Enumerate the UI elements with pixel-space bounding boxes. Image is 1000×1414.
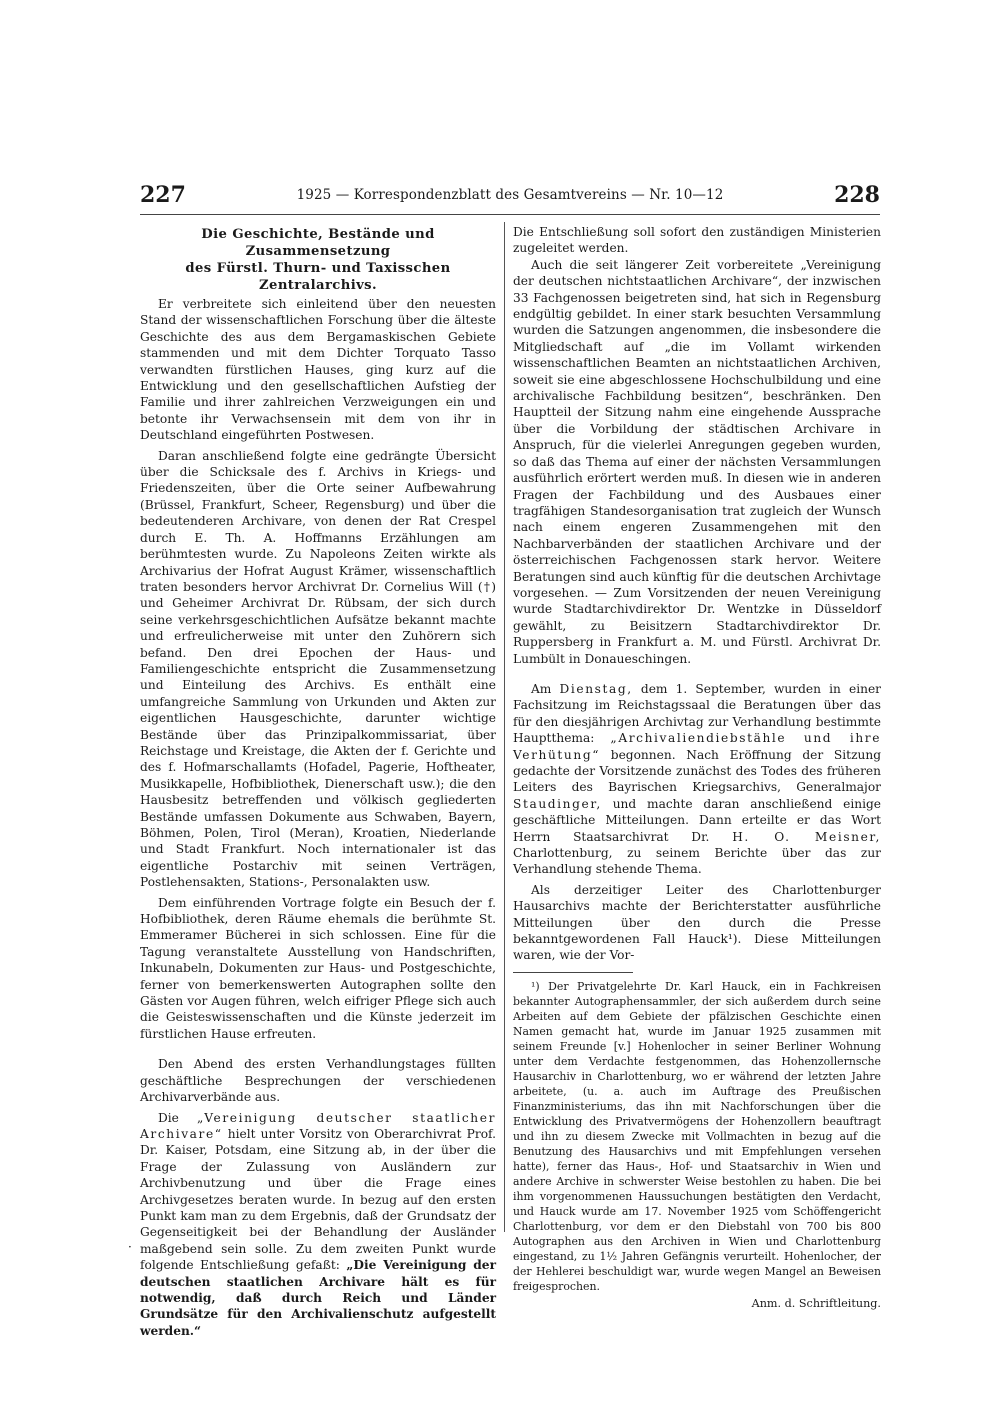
section-heading-line1: Die Geschichte, Bestände und Zusammensetzung [201, 227, 435, 259]
paragraph: Die Entschließung soll sofort den zuständigen Ministerien zugeleitet werden. [513, 225, 881, 256]
footnote-signature: Anm. d. Schriftleitung. [751, 1296, 881, 1310]
paragraph: Daran anschließend folgte eine gedrängte Übersicht über die Schicksale des f. Archivs in Kriegs- und Friedenszeiten, über die Orte seiner Aufbewahrung (Brüssel, Frankfurt, Scheer, Regensburg) und über die bedeutenderen Archivare, von denen der Rat Crespel durch E. Th. A. Hoffmanns Erzählungen am berühmtesten wurde. Zu Napoleons Zeiten wirkte als Archivarius der Hofrat August Krämer, wissenschaftlich traten besonders hervor Archivrat Dr. Cornelius Will (†) und Geheimer Archivrat Dr. Rübsam, der sich durch seine verkehrsgeschichtlichen Aufsätze bekannt machte und erfreulicherweise mit unter den Zuhörern sich befand. Den drei Epochen der Haus- und Familiengeschichte entspricht die Zusammensetzung und Einteilung des Archivs. Es enthält eine umfangreiche Sammlung von Urkunden und Akten zur eigentlichen Hausgeschichte, darunter wichtige Bestände über das Prinzipalkommissariat, über Reichstage und Kreistage, die Akten der f. Gerichte und des f. Hofmarschallamts (Hofadel, Pagerie, Hoftheater, Musikkapelle, Hofbibliothek, Dienerschaft usw.); die den Hausbesitz betreffenden und völkisch gegliederten Bestände umfassen Dokumente aus Schwaben, Bayern, Böhmen, Polen, Tirol (Meran), Kroatien, Niederlande und Stadt Frankfurt. Noch internationaler ist das eigentliche Postarchiv mit seinen Verträgen, Postlehensakten, Stations-, Personalakten usw. [140, 448, 496, 890]
paragraph-text: dem 1. September, wurden in einer Fachsitzung im Reichstagssaal die Beratungen über das für den diesjährigen Archivtag zur Verhandlung bestimmte Hauptthema: [513, 681, 881, 746]
main-theme: „Archivaliendiebstähle und ihre Verhütung“ [513, 731, 882, 762]
paragraph-text: begonnen. Nach Eröffnung der Sitzung gedachte der Vorsitzende zunächst des Todes des früheren Leiters des Bayrischen Kriegsarchivs, Generalmajor [513, 747, 881, 795]
paragraph: Als derzeitiger Leiter des Charlottenburger Hausarchivs machte der Berichterstatter ausführliche Mitteilungen über den durch die Presse bekanntgewordenen Fall Hauck¹). Diese Mitteilungen waren, wie der Vor- [513, 882, 881, 963]
left-column [140, 224, 496, 1339]
page-number-right: 228 [834, 182, 880, 208]
paragraph [140, 1110, 496, 1340]
paragraph-lead: Die [158, 1110, 179, 1125]
header-rule [140, 214, 880, 215]
paragraph-text: hielt unter Vorsitz von Oberarchivrat Prof. Dr. Kaiser, Potsdam, eine Sitzung ab, in der über die Frage der Zulassung von Ausländern zur Archivbenutzung und über die Frage eines Archivgesetzes beraten wurde. In bezug auf den ersten Punkt kam man zu dem Ergebnis, daß der Grundsatz der Gegenseitigkeit bei der Behandlung der Ausländer maßgebend sein solle. Zu dem zweiten Punkt wurde folgende Entschließung gefaßt: [140, 1126, 496, 1273]
page-number-left: 227 [140, 182, 186, 208]
paragraph: Dem einführenden Vortrage folgte ein Besuch der f. Hofbibliothek, deren Räume ehemals die berühmte St. Emmeramer Bücherei in sich schlossen. Eine für die Tagung veranstaltete Ausstellung von Handschriften, Inkunabeln, Dokumenten zur Haus- und Postgeschichte, ferner von bemerkenswerten Autographen sollte den Gästen vor Augen führen, welch eifriger Pflege sich auch die Geisteswissenschaften und die Künste jederzeit im fürstlichen Hause erfreuten. [140, 895, 496, 1041]
person-name: Staudinger, [513, 796, 602, 811]
paragraph: Auch die seit längerer Zeit vorbereitete „Vereinigung der deutschen nichtstaatlichen Archivare“, der inzwischen 33 Fachgenossen beigetreten sind, hat sich in Regensburg endgültig gebildet. In einer stark besuchten Versammlung wurden die Satzungen angenommen, die insbesondere die Mitgliedschaft auf „die im Vollamt wirkenden wissenschaftlichen Beamten an nichtstaatlichen Archiven, soweit sie eine abgeschlossene Hochschulbildung und eine archivalische Fachbildung besitzen“, beschränken. Den Hauptteil der Sitzung nahm eine eingehende Aussprache über die Vorbildung der städtischen Archivare in Anspruch, für die vielerlei Anregungen gegeben wurden, so daß das Thema auf einer der nächsten Versammlungen ausführlich erörtert werden muß. In diesen wie in anderen Fragen der Fachbildung und des Ausbaues einer tragfähigen Standesorganisation trat zugleich der Wunsch nach einem engeren Zusammengehen mit den Nachbarverbänden der staatlichen Archivare und der österreichischen Fachgenossen stark hervor. Weitere Beratungen sind auch künftig für die deutschen Archivtage vorgesehen. — Zum Vorsitzenden der neuen Vereinigung wurde Stadtarchivdirektor Dr. Wentzke in Düsseldorf gewählt, zu Beisitzern Stadtarchivdirektor Dr. Ruppersberg in Frankfurt a. M. und Fürstl. Archivrat Dr. Lumbült in Donaueschingen. [513, 257, 881, 666]
column-divider [504, 222, 505, 1232]
weekday: Dienstag, [559, 681, 633, 696]
paragraph: Den Abend des ersten Verhandlungstages füllten geschäftliche Besprechungen der verschiedenen Archivarverbände aus. [140, 1057, 496, 1105]
footnote: ¹) Der Privatgelehrte Dr. Karl Hauck, ein in Fachkreisen bekannter Autographensammler, der sich außerdem durch seine Arbeiten auf dem Gebiete der pfälzischen Geschichte einen Namen gemacht hat, wurde im Januar 1925 zusammen mit seinem Freunde [v.] Hohenlocher in seiner Berliner Wohnung unter dem Verdachte festgenommen, das Hohenzollernsche Hausarchiv in Charlottenburg, wo er während der letzten Jahre arbeitete, (u. a. auch im Auftrage des Preußischen Finanzministeriums, das ihn mit Nachforschungen über die Entwicklung des Privatvermögens der Hohenzollern beauftragt und ihn zu diesem Zwecke mit Vollmachten in bezug auf die Benutzung des Hausarchivs und mit Empfehlungen versehen hatte), ferner das Haus-, Hof- und Staatsarchiv in Wien und andere Archive in schwerster Weise bestohlen zu haben. Die bei ihm vorgenommenen Haussuchungen bestätigten den Verdacht, und Hauck wurde am 17. November 1925 vom Schöffengericht Charlottenburg, vor dem er den Diebstahl von 700 bis 800 Autographen aus den Archiven in Wien und Charlottenburg eingestand, zu 1½ Jahren Gefängnis verurteilt. Hohenlocher, der der Hehlerei beschuldigt war, wurde wegen Mangel an Beweisen freigesprochen. [513, 979, 881, 1293]
section-heading-line2: des Fürstl. Thurn- und Taxisschen Zentralarchivs. [185, 261, 451, 293]
paragraph-text: Charlottenburg, zu seinem Berichte über das zur Verhandlung stehende Thema. [513, 846, 881, 877]
footnote-rule [513, 972, 633, 973]
association-name: „Vereinigung deutscher staatlicher Archivare“ [140, 1110, 496, 1141]
resolution-text: „Die Vereinigung der deutschen staatlichen Archivare hält es für notwendig, daß durch Reich und Länder Grundsätze für den Archivalienschutz aufgestellt werden.“ [140, 1258, 496, 1338]
right-column [513, 224, 881, 1311]
paragraph [513, 681, 881, 878]
margin-mark: · [128, 1240, 132, 1254]
person-name: H. O. Meisner, [732, 829, 881, 844]
paragraph-text: und machte daran anschließend einige geschäftliche Mitteilungen. Dann erteilte er das Wort Herrn Staatsarchivrat Dr. [513, 796, 881, 844]
page-header [140, 182, 880, 212]
section-heading [140, 226, 496, 294]
paragraph: Er verbreitete sich einleitend über den neuesten Stand der wissenschaftlichen Forschung über die älteste Geschichte des aus dem Bergamaskischen Gebiete stammenden und mit dem Dichter Torquato Tasso verwandten fürstlichen Hauses, ging kurz auf die Entwicklung und den gesellschaftlichen Aufstieg der Familie und ihrer zahlreichen Verzweigungen ein und betonte ihr Verwachsensein mit dem von ihr in Deutschland eingeführten Postwesen. [140, 297, 496, 443]
running-title: 1925 — Korrespondenzblatt des Gesamtvereins — Nr. 10—12 [296, 187, 724, 203]
paragraph-lead: Am [531, 681, 552, 696]
